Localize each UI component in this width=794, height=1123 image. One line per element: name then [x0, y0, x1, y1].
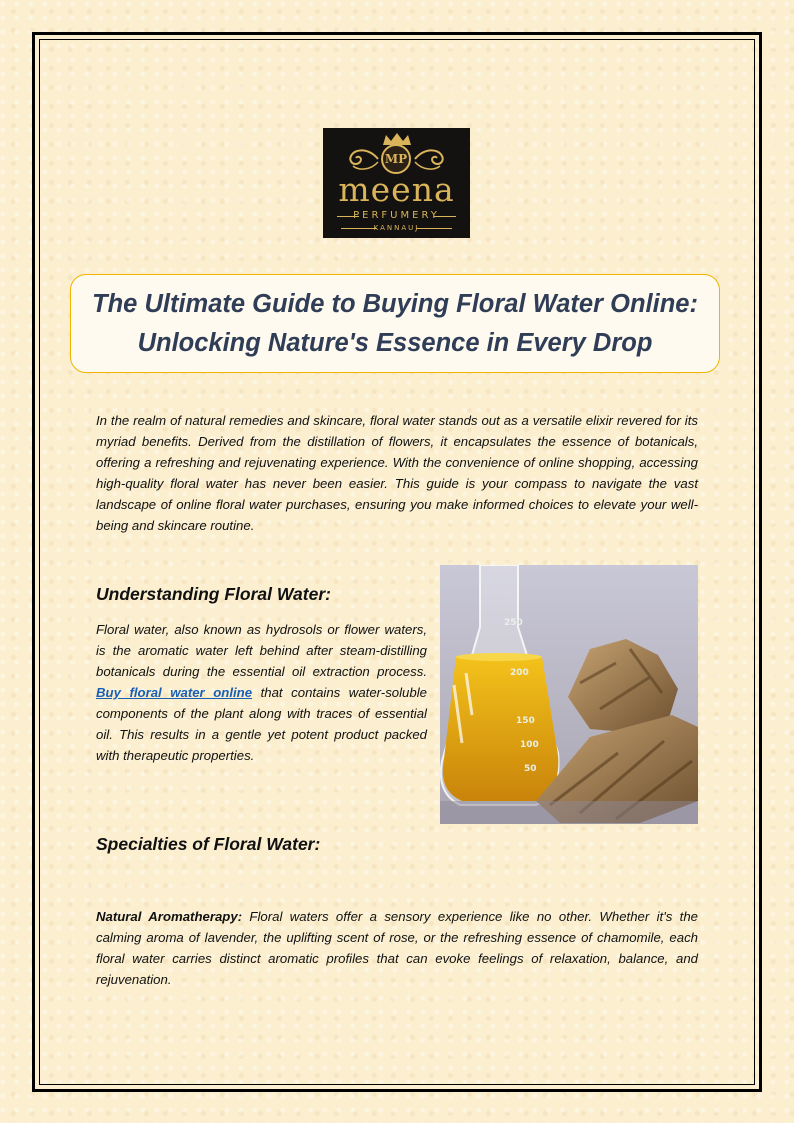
understanding-paragraph: [96, 619, 427, 766]
floral-water-flask-photo: [440, 565, 698, 824]
flask-mark: 150: [516, 716, 535, 726]
title-line-1: The Ultimate Guide to Buying Floral Water Online:: [92, 289, 698, 318]
flask-mark: 100: [520, 740, 539, 750]
flask-mark: 50: [524, 764, 537, 774]
understanding-text-before: Floral water, also known as hydrosols or flower waters, is the aromatic water left behind after steam-distilling botanicals during the essential oil extraction process.: [96, 622, 427, 679]
logo-brand-name: meena: [338, 170, 455, 209]
logo-monogram: MP: [381, 144, 411, 174]
flask-mark: 250: [504, 618, 523, 628]
meena-perfumery-logo[interactable]: [323, 128, 470, 238]
title-line-2: Unlocking Nature's Essence in Every Drop: [137, 328, 653, 357]
aromatherapy-label: Natural Aromatherapy:: [96, 909, 243, 924]
aromatherapy-paragraph: [96, 906, 698, 990]
specialties-heading: Specialties of Floral Water:: [96, 834, 321, 854]
understanding-heading: Understanding Floral Water:: [96, 584, 331, 604]
buy-floral-water-link[interactable]: Buy floral water online: [96, 685, 253, 700]
page-title: [92, 285, 698, 363]
flask-mark: 200: [510, 668, 529, 678]
logo-perfumery: PERFUMERY: [353, 210, 440, 221]
intro-paragraph: In the realm of natural remedies and skincare, floral water stands out as a versatile elixir revered for its myriad benefits. Derived from the distillation of flowers, it encapsulates the essence of botanicals, offering a refreshing and rejuvenating experience. With the convenience of online shopping, accessing high-quality floral water has never been easier. This guide is your compass to navigate the vast landscape of online floral water purchases, ensuring you make informed choices to elevate your well-being and skincare routine.: [96, 413, 698, 533]
understanding-text-after: that contains water-soluble components of the plant along with traces of essential oil. This results in a gentle yet potent product packed with therapeutic properties.: [96, 685, 427, 763]
ornament-scroll-right-icon: [414, 146, 448, 172]
ornament-scroll-left-icon: [345, 146, 379, 172]
title-box: [70, 274, 720, 373]
flask-and-wood-illustration: [440, 565, 698, 824]
aromatherapy-text: Floral waters offer a sensory experience like no other. Whether it's the calming aroma of lavender, the uplifting scent of rose, or the refreshing essence of chamomile, each floral water carries distinct aromatic profiles that can evoke feelings of relaxation, balance, and rejuvenation.: [96, 909, 698, 987]
logo-kannauj: KANNAUJ: [373, 224, 420, 232]
